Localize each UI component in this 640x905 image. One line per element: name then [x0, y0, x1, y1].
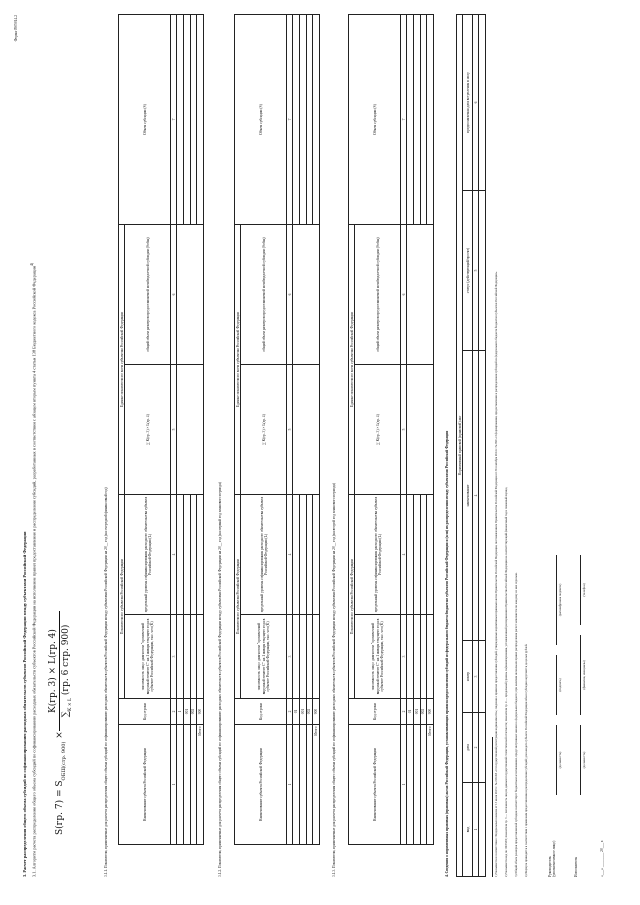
- t2-num: 2: [287, 699, 293, 725]
- t1-total-cell: [177, 225, 203, 365]
- t2-cell: [293, 725, 300, 845]
- t4-h-name: наименование: [463, 351, 473, 641]
- footnote-separator: [492, 737, 493, 877]
- t2-num: 3: [287, 615, 293, 699]
- t2-cell: [313, 615, 320, 699]
- t1-cell: [184, 15, 191, 225]
- t2-num: 1: [287, 725, 293, 845]
- t3-h-right: Единые показатели по всем субъектам Российской Федерации: [349, 225, 355, 495]
- t1-num: 7: [171, 15, 177, 225]
- t3-num: 3: [401, 615, 407, 699]
- head-signature-line[interactable]: [556, 655, 557, 715]
- table-1: [118, 14, 204, 845]
- t4-num: 1: [473, 783, 479, 877]
- formula-fraction: [48, 611, 73, 731]
- t3-cell: [414, 615, 421, 699]
- t4-num: 2: [473, 713, 479, 783]
- t3-num: 2: [401, 699, 407, 725]
- t3-cell: [407, 725, 414, 845]
- t1-code: 002: [190, 699, 197, 725]
- section-3-1-paragraph: 3.1. Алгоритм расчета распределения общего объема субсидий по софинансированию расходных обязательств субъектов Российской Федерации на исполнение правил предоставления и распределения субсидий, разработанных в соответствии с абзацем вторым пункта 4 статьи 138 Бюджетного кодекса Российской Федерации: [31, 265, 37, 877]
- t2-num: 6: [287, 225, 293, 365]
- t3-cell: [420, 15, 427, 225]
- t3-cell: [427, 615, 434, 699]
- t2-num: 7: [287, 15, 293, 225]
- footnote-4: 4) Формула приводится в соответствии с правилами предоставления и распределения субсидий; для каждого субъекта Российской Федерации объем субсидии округляется до целых рублей.: [524, 643, 528, 877]
- t2-cell: [293, 15, 300, 225]
- t1-cell: [184, 615, 191, 699]
- t4-num: 4: [473, 351, 479, 641]
- head-position-caption: (должность): [558, 751, 562, 769]
- t1-h-total: общий объем размеров предоставляемой межбюджетной субсидии (Sобщ): [125, 225, 171, 365]
- t1-cell: [177, 725, 184, 845]
- t1-total-label: Итого: [197, 725, 204, 845]
- table-2: [234, 14, 320, 845]
- t3-num: 7: [401, 15, 407, 225]
- footnote-3: 3) Общий объем размеров предоставляемой субсидии соответствует бюджетным ассигнованиям, предусмотренным законом о федеральном бюджете; при наличии нескольких правил распределения расчет заполняется по каждому из них отдельно.: [514, 572, 518, 877]
- t1-cell: [190, 495, 197, 615]
- t1-num: 3: [171, 615, 177, 699]
- t1-h-group: Показатели по субъектам Российской Федерации: [119, 495, 125, 699]
- t1-cell: [177, 615, 184, 699]
- t1-cell: [190, 15, 197, 225]
- t3-h-k: численность лиц с диагнозом "хронический вирусный гепатит С" на 1 января текущего года в субъекте Российской Федерации, тыс. чел (K): [355, 615, 401, 699]
- t3-h-sum: ∑ K(гр. 3) × L(гр. 4): [355, 365, 401, 495]
- t1-num: 1: [171, 725, 177, 845]
- performer-name-line[interactable]: [580, 635, 581, 715]
- formula: [48, 435, 74, 835]
- t2-total-code: 900: [313, 699, 320, 725]
- t3-code: 01: [407, 699, 414, 725]
- section-4-title: 4. Сведения о нормативных правовых (правовых) актах Российской Федерации, устанавливающих правила предоставления субсидий из федерального бюджета бюджетам субъектов Российской Федерации и (или) их распределения между субъектами Российской Федерации: [445, 430, 449, 877]
- t2-num: 4: [287, 495, 293, 615]
- t4-num: 5: [473, 191, 479, 351]
- t3-code: 002: [420, 699, 427, 725]
- t1-h-sum: ∑ K(гр. 3) × L(гр. 4): [125, 365, 171, 495]
- date-line[interactable]: «___» ________ 20___ г.: [600, 839, 604, 877]
- t4-cell: [479, 351, 486, 641]
- t3-h-total: общий объем размеров предоставляемой межбюджетной субсидии (Sобщ): [355, 225, 401, 365]
- t4-cell: [479, 15, 486, 191]
- t2-cell: [300, 725, 307, 845]
- t2-total-cell: [293, 225, 319, 365]
- head-name-line[interactable]: [556, 555, 557, 645]
- t3-num: 4: [401, 495, 407, 615]
- table-1-caption: 3.1.1. Показатели, применяемые для расчета распределения общего объема субсидий по софинансированию расходных обязательств субъектов Российской Федерации между субъектами Российской Федерации на 20__ год (на очередной финансовый год): [104, 487, 108, 877]
- t2-h-group: Показатели по субъектам Российской Федерации: [235, 495, 241, 699]
- t4-h-date: дата: [463, 713, 473, 783]
- t4-num: 3: [473, 641, 479, 713]
- head-sub: (уполномоченное лицо): [552, 840, 557, 877]
- t2-cell: [300, 495, 307, 615]
- table-2-caption: 3.1.2. Показатели, применяемые для расчета распределения общего объема субсидий по софинансированию расходных обязательств субъектов Российской Федерации между субъектами Российской Федерации на 20__ год (на первый год планового периода): [218, 482, 222, 877]
- t4-cell: [479, 783, 486, 877]
- t2-h-l: предельный уровень софинансирования расходного обязательства субъекта Российской Федерации (L): [241, 495, 287, 615]
- t3-cell: [427, 15, 434, 225]
- t3-num: 5: [401, 365, 407, 495]
- t1-h-code: Код строки: [119, 699, 171, 725]
- t3-cell: [420, 615, 427, 699]
- t1-cell: [184, 495, 191, 615]
- head-signature-caption: (подпись): [558, 678, 562, 692]
- t2-cell: [313, 495, 320, 615]
- t2-sum-cell: [293, 365, 319, 495]
- footnote-mark: 4): [30, 262, 34, 266]
- footnote-1: 1) Указывается в соответствии с Федеральным законом от 13 июля 2015 г. № 218-ФЗ «О государственной регистрации недвижимости»; сведения о правилах предоставления субсидий, утвержденные нормативным правовым актом Правительства Российской Федерации, постановлением Правительства Российской Федерации от 30 сентября 2014 г. № 999 «О формировании, предоставлении и распределении субсидий из федерального бюджета бюджетам субъектов Российской Федерации».: [494, 271, 498, 877]
- t2-num: 5: [287, 365, 293, 495]
- form-code: Форма 0505014.2: [14, 15, 18, 42]
- t2-cell: [300, 615, 307, 699]
- t4-h-act: Нормативный правовой (правовой) акт: [457, 15, 463, 877]
- formula-denominator: [60, 611, 73, 731]
- t1-cell: [197, 615, 204, 699]
- t3-cell: [407, 495, 414, 615]
- t2-total-label: Итого: [313, 725, 320, 845]
- t2-code: 01: [293, 699, 300, 725]
- t3-h-l: предельный уровень софинансирования расходного обязательства субъекта Российской Федерации (L): [355, 495, 401, 615]
- performer-name-caption: (фамилия, инициалы): [582, 660, 586, 690]
- performer-position-line[interactable]: [580, 725, 581, 795]
- formula-numerator: K(гр. 3) × L(гр. 4): [48, 611, 60, 731]
- formula-den-terms: K × L: [67, 697, 73, 711]
- t1-h-right: Единые показатели по всем субъектам Российской Федерации: [119, 225, 125, 495]
- t2-cell: [293, 495, 300, 615]
- t1-h-k: численность лиц с диагнозом "хронический вирусный гепатит С" на 1 января текущего года в субъекте Российской Федерации, тыс. чел (K): [125, 615, 171, 699]
- t3-num: 6: [401, 225, 407, 365]
- t2-h-code: Код строки: [235, 699, 287, 725]
- table-3: [348, 14, 434, 845]
- section-3-title: 3. Расчет распределения общего объема субсидий по софинансированию расходных обязательств субъектов Российской Федерации между субъектами Российской Федерации: [22, 531, 27, 877]
- t4-h-number: номер: [463, 641, 473, 713]
- t2-cell: [313, 15, 320, 225]
- t2-cell: [306, 495, 313, 615]
- formula-lhs-sub: ОБЩ(стр. 900): [60, 741, 67, 781]
- t2-cell: [306, 725, 313, 845]
- t1-cell: [190, 725, 197, 845]
- t1-cell: [177, 15, 184, 225]
- t1-h-s: Объем субсидии (S): [119, 15, 171, 225]
- t4-cell: [479, 713, 486, 783]
- t2-h-region: Наименование субъекта Российской Федерации: [235, 725, 287, 845]
- formula-lhs: [55, 731, 67, 835]
- t1-num: 2: [171, 699, 177, 725]
- t3-cell: [407, 615, 414, 699]
- t3-num: 1: [401, 725, 407, 845]
- t3-code: 001: [414, 699, 421, 725]
- t4-h-type: вид: [463, 783, 473, 877]
- t4-cell: [479, 641, 486, 713]
- formula-sum-sign: ∑: [61, 710, 71, 718]
- t2-h-right: Единые показатели по всем субъектам Российской Федерации: [235, 225, 241, 495]
- signatures: [548, 797, 557, 877]
- t1-cell: [177, 495, 184, 615]
- formula-times: ×: [55, 731, 65, 742]
- t3-h-group: Показатели по субъектам Российской Федерации: [349, 495, 355, 699]
- performer-position-caption: (должность): [582, 751, 586, 769]
- t3-total-cell: [407, 225, 433, 365]
- performer-phone-line[interactable]: [580, 555, 581, 625]
- t2-cell: [293, 615, 300, 699]
- t3-h-s: Объем субсидии (S): [349, 15, 401, 225]
- t3-cell: [414, 725, 421, 845]
- t1-code: 1: [177, 699, 184, 725]
- t4-cell: [479, 191, 486, 351]
- t3-h-code: Код строки: [349, 699, 401, 725]
- t1-code: 001: [184, 699, 191, 725]
- t2-cell: [306, 15, 313, 225]
- t3-cell: [414, 495, 421, 615]
- performer-phone-caption: (телефон): [582, 583, 586, 597]
- formula-lhs-text: S(гр. 7) = S: [55, 780, 65, 835]
- t2-h-sum: ∑ K(гр. 3) × L(гр. 4): [241, 365, 287, 495]
- t3-h-region: Наименование субъекта Российской Федерации: [349, 725, 401, 845]
- table-4: [456, 14, 486, 877]
- t1-h-l: предельный уровень софинансирования расходного обязательства субъекта Российской Федерации (L): [125, 495, 171, 615]
- t3-total-code: 900: [427, 699, 434, 725]
- t2-code: 002: [306, 699, 313, 725]
- t3-sum-cell: [407, 365, 433, 495]
- t1-sum-cell: [177, 365, 203, 495]
- formula-den-range: (гр. 6 стр. 900): [61, 624, 71, 696]
- t3-total-label: Итого: [427, 725, 434, 845]
- t4-h-expected: предполагаемая дата вступления в силу: [463, 15, 473, 191]
- t1-num: 4: [171, 495, 177, 615]
- section-3-1-text: [30, 37, 37, 877]
- head-position-line[interactable]: [556, 725, 557, 795]
- t2-code: 001: [300, 699, 307, 725]
- t3-cell: [420, 725, 427, 845]
- t1-h-region: Наименование субъекта Российской Федерации: [119, 725, 171, 845]
- t1-cell: [184, 725, 191, 845]
- t1-num: 6: [171, 225, 177, 365]
- t3-cell: [427, 495, 434, 615]
- head-name-caption: (расшифровка подписи): [558, 583, 562, 617]
- t2-cell: [306, 615, 313, 699]
- t1-cell: [197, 15, 204, 225]
- t1-total-code: 900: [197, 699, 204, 725]
- performer-label: Исполнитель: [574, 856, 578, 877]
- t4-num: 6: [473, 15, 479, 191]
- footnote-2: 2) Указывается код по ОКТМО; показатели гр. 3 — численность лиц по данным государственной статистической отчетности; показатели гр. 4 — предельный уровень софинансирования, установленный распоряжением Правительства Российской Федерации на соответствующий финансовый год и плановый период.: [504, 486, 508, 877]
- t3-cell: [407, 15, 414, 225]
- table-3-caption: 3.1.3. Показатели, применяемые для расчета распределения общего объема субсидий по софинансированию расходных обязательств субъектов Российской Федерации между субъектами Российской Федерации на 20__ год (на второй год планового периода): [332, 483, 336, 877]
- t2-h-k: численность лиц с диагнозом "хронический вирусный гепатит С" на 1 января текущего года в субъекте Российской Федерации, тыс. чел (K): [241, 615, 287, 699]
- t1-cell: [190, 615, 197, 699]
- t4-h-status: статус (действующий/проект): [463, 191, 473, 351]
- t2-h-total: общий объем размеров предоставляемой межбюджетной субсидии (Sобщ): [241, 225, 287, 365]
- t1-num: 5: [171, 365, 177, 495]
- t3-cell: [414, 15, 421, 225]
- t3-cell: [420, 495, 427, 615]
- t1-cell: [197, 495, 204, 615]
- head-label: Руководитель: [548, 856, 552, 877]
- t2-h-s: Объем субсидии (S): [235, 15, 287, 225]
- t2-cell: [300, 15, 307, 225]
